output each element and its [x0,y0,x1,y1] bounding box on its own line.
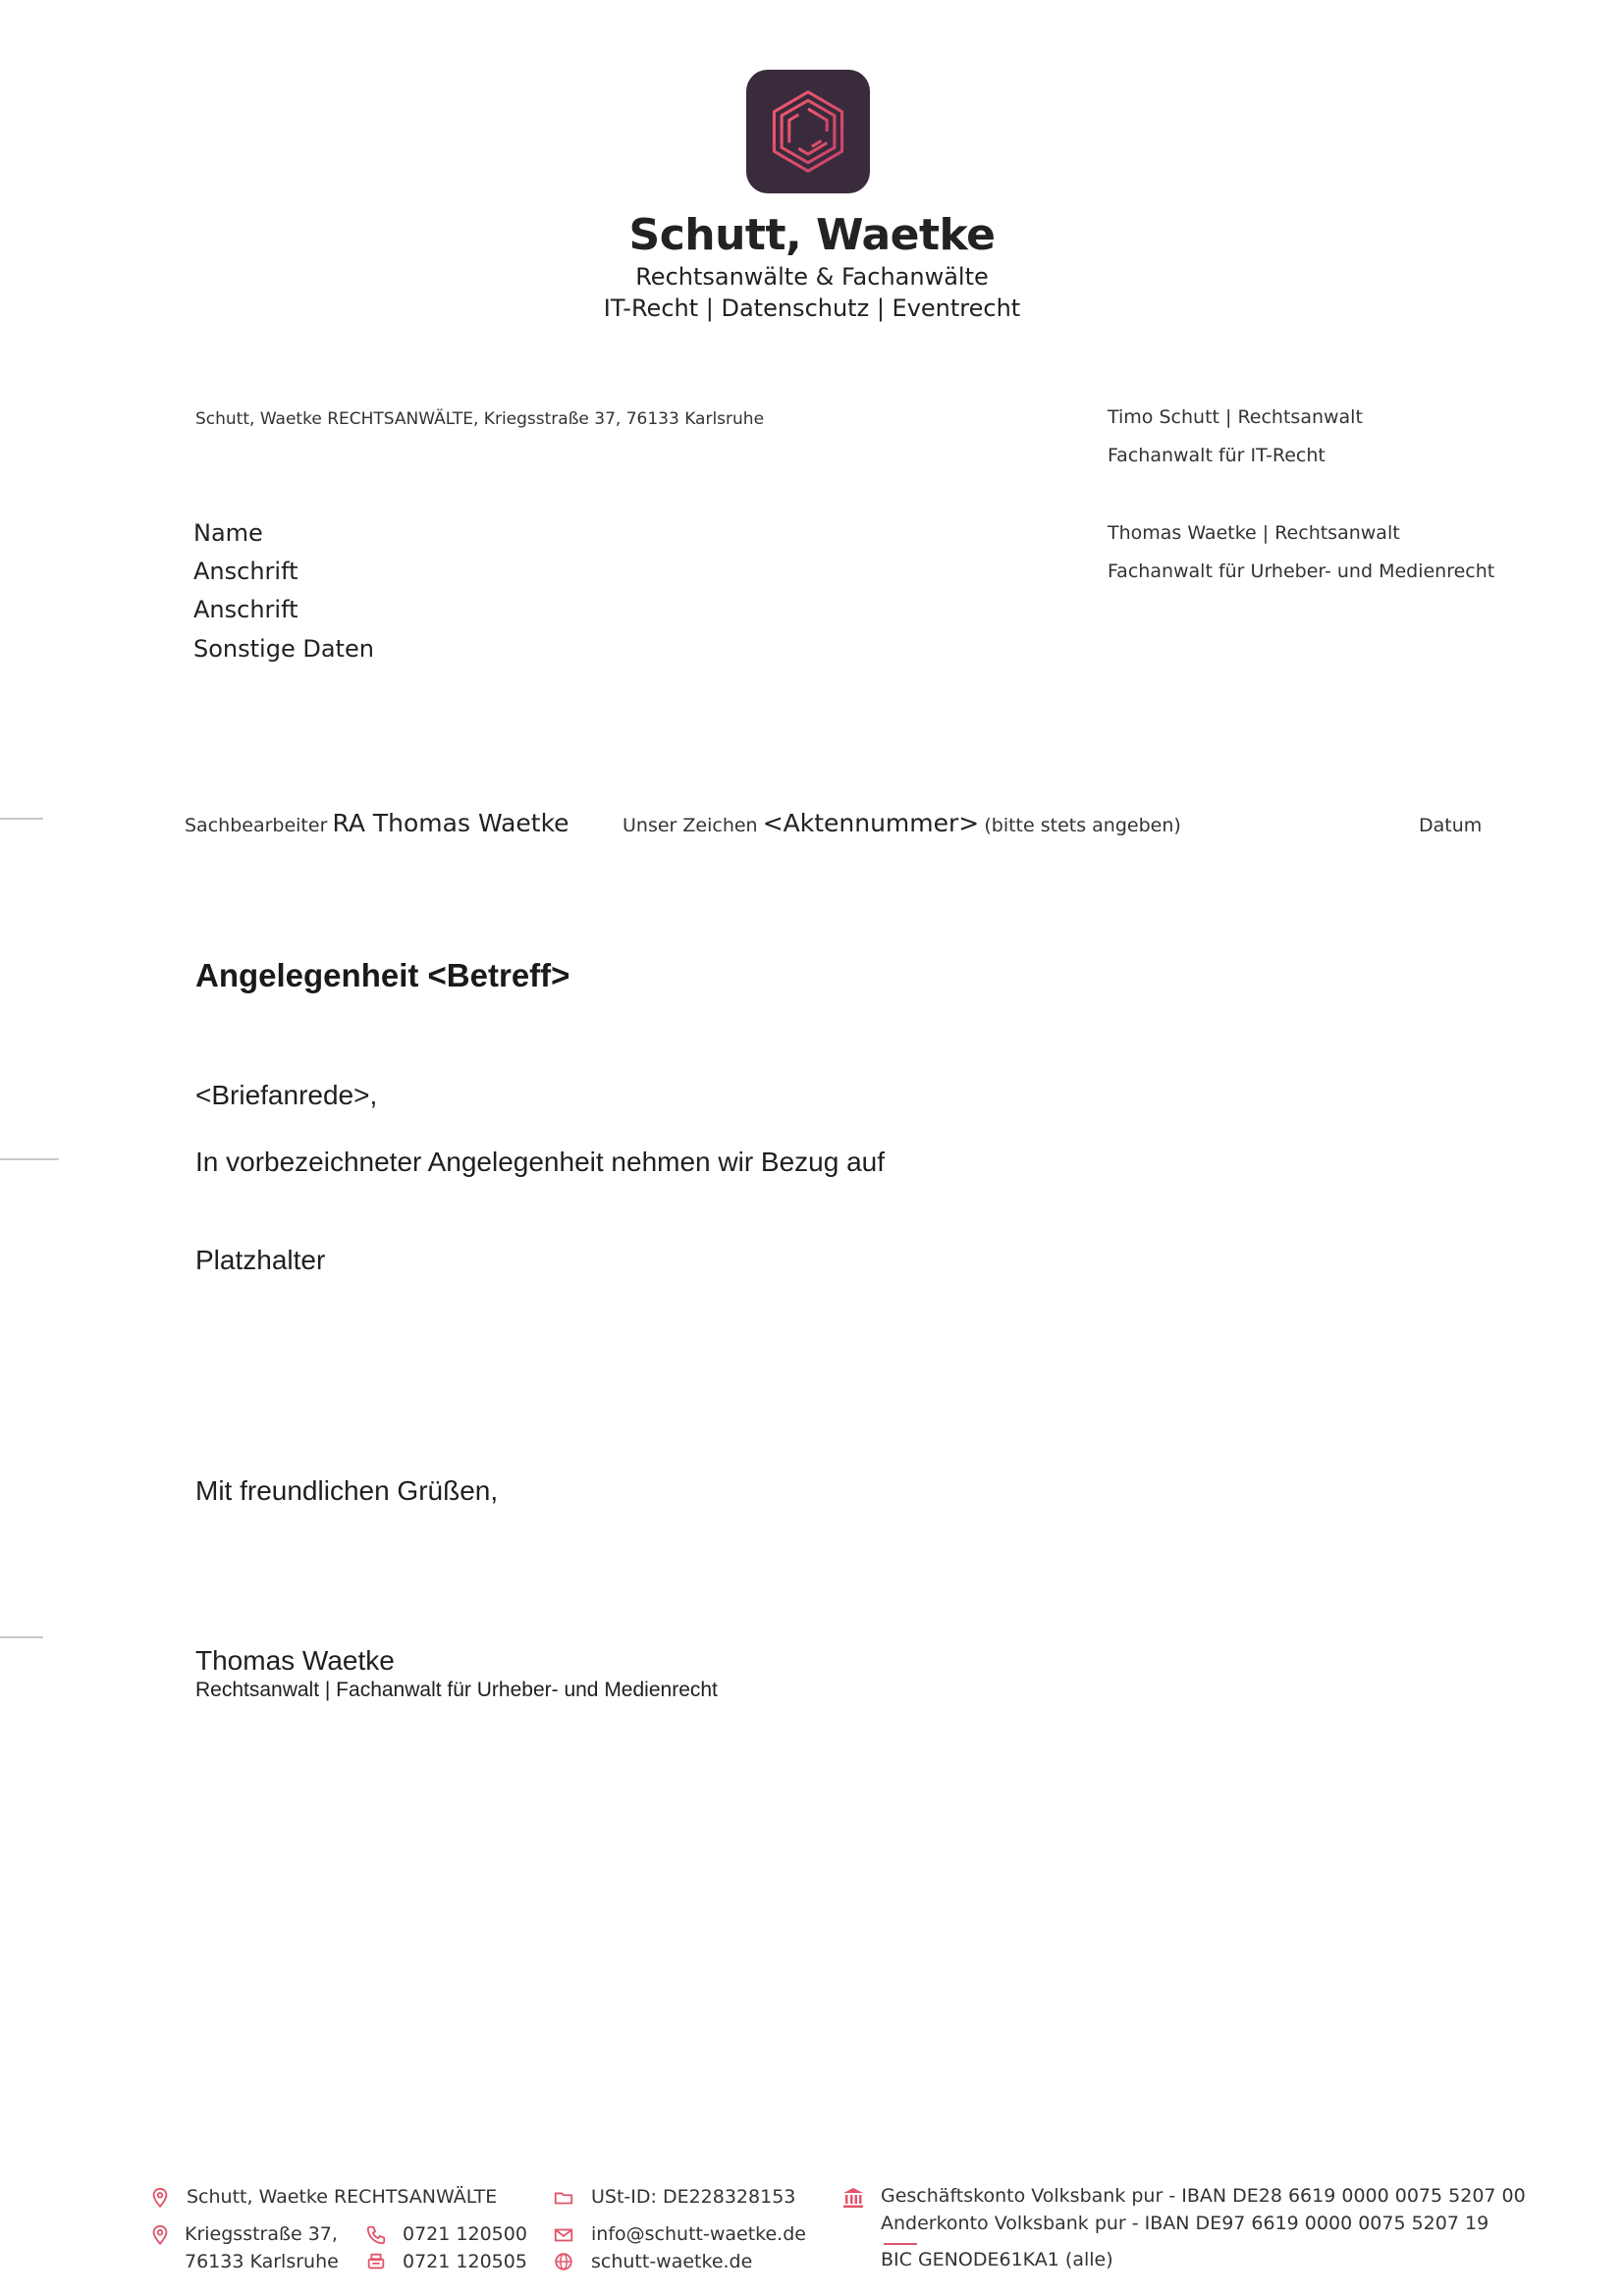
lawyer-1-specialty: Fachanwalt für IT-Recht [1108,445,1326,466]
body-placeholder: Platzhalter [195,1245,326,1275]
lawyer-1-name: Timo Schutt | Rechtsanwalt [1108,406,1363,428]
firm-name: Schutt, Waetke [628,210,996,260]
recipient-name: Name [193,519,263,547]
recipient-other: Sonstige Daten [193,635,374,663]
clerk-value: RA Thomas Waetke [332,809,569,837]
phone-icon [365,2224,387,2246]
bank-icon [841,2186,865,2210]
firm-specialties: IT-Recht | Datenschutz | Eventrecht [603,294,1021,322]
footer-fax: 0721 120505 [403,2251,527,2272]
mail-icon [553,2224,574,2246]
signature-name: Thomas Waetke [195,1645,395,1676]
footer-email[interactable]: info@schutt-waetke.de [591,2223,806,2245]
salutation: <Briefanrede>, [195,1080,378,1110]
location-icon [149,2187,171,2209]
firm-logo [746,70,870,193]
signature-title: Rechtsanwalt | Fachanwalt für Urheber- und Medienrecht [195,1679,718,1701]
clerk-label: Sachbearbeiter [185,815,328,836]
lawyer-2-name: Thomas Waetke | Rechtsanwalt [1108,522,1400,544]
footer-web[interactable]: schutt-waetke.de [591,2251,753,2272]
footer-street: Kriegsstraße 37, [185,2223,338,2245]
footer-vat: USt-ID: DE228328153 [591,2186,796,2208]
footer-bic: BIC GENODE61KA1 (alle) [881,2249,1113,2270]
footer-phone: 0721 120500 [403,2223,527,2245]
ref-label: Unser Zeichen [623,815,758,836]
globe-icon [553,2251,574,2272]
fold-mark [0,1636,43,1638]
fax-icon [365,2251,387,2272]
closing: Mit freundlichen Grüßen, [195,1475,499,1506]
ref-note: (bitte stets angeben) [984,815,1181,836]
lawyer-2-specialty: Fachanwalt für Urheber- und Medienrecht [1108,561,1495,582]
intro-paragraph: In vorbezeichneter Angelegenheit nehmen wir Bezug auf [195,1147,886,1177]
footer-city: 76133 Karlsruhe [185,2251,339,2272]
fold-mark [0,818,43,820]
location-icon [149,2224,171,2246]
recipient-address-1: Anschrift [193,558,298,585]
ref-value: <Aktennummer> [762,809,980,837]
hexagon-logo-icon [761,84,855,179]
footer-firm: Schutt, Waetke RECHTSANWÄLTE [187,2186,498,2208]
firm-subtitle: Rechtsanwälte & Fachanwälte [635,263,989,291]
punch-mark [0,1158,59,1160]
sender-return-address: Schutt, Waetke RECHTSANWÄLTE, Kriegsstraße 37, 76133 Karlsruhe [195,409,765,429]
recipient-address-2: Anschrift [193,596,298,623]
footer-bank-2: Anderkonto Volksbank pur - IBAN DE97 6619 0000 0075 5207 19 [881,2213,1489,2234]
file-reference [623,809,1181,837]
date-label: Datum [1419,815,1483,836]
folder-icon [553,2187,574,2209]
subject-line: Angelegenheit <Betreff> [195,957,570,993]
clerk-reference [185,809,569,837]
footer-accent-line [884,2243,917,2245]
footer-bank-1: Geschäftskonto Volksbank pur - IBAN DE28 6619 0000 0075 5207 00 [881,2185,1526,2207]
